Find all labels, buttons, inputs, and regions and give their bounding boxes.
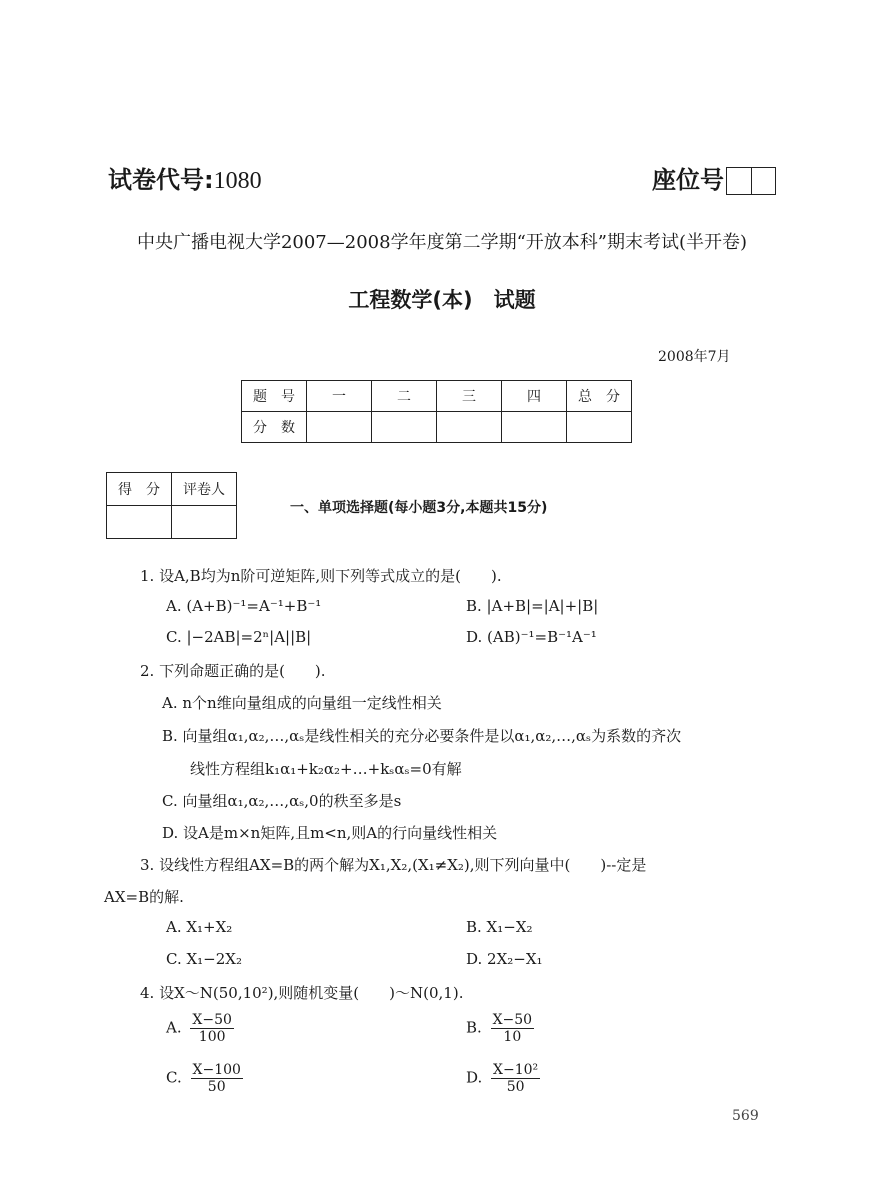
q2-option-a: A. n个n维向量组成的向量组一定线性相关 xyxy=(162,694,442,712)
q3-stem-line1: 3. 设线性方程组AX=B的两个解为X₁,X₂,(X₁≠X₂),则下列向量中( )--定是 xyxy=(140,856,647,874)
seat-label: 座位号 xyxy=(652,166,724,194)
score-cell: 四 xyxy=(502,381,567,412)
q1-stem: 1. 设A,B均为n阶可逆矩阵,则下列等式成立的是( ). xyxy=(140,567,502,585)
score-cell-empty xyxy=(502,412,567,443)
score-cell-empty xyxy=(307,412,372,443)
exam-subtitle: 中央广播电视大学2007—2008学年度第二学期“开放本科”期末考试(半开卷) xyxy=(136,232,748,253)
q4-option-d-label: D. xyxy=(466,1068,483,1087)
q4-option-c xyxy=(166,1062,243,1095)
score-cell: 二 xyxy=(372,381,437,412)
score-table-score-row xyxy=(242,412,632,443)
grader-table xyxy=(106,472,237,539)
q4-option-c-fraction xyxy=(191,1062,243,1095)
grader-cell: 评卷人 xyxy=(172,473,237,506)
exam-code-number: 1080 xyxy=(213,168,262,194)
q1-option-c: C. |−2AB|=2ⁿ|A||B| xyxy=(166,628,312,646)
q4-option-b-label: B. xyxy=(466,1018,482,1037)
exam-code-label: 试卷代号: xyxy=(108,166,214,194)
score-cell: 三 xyxy=(437,381,502,412)
score-cell: 题 号 xyxy=(242,381,307,412)
q3-stem-line2: AX=B的解. xyxy=(104,888,184,906)
q4-option-d-fraction xyxy=(491,1062,540,1095)
score-cell: 总 分 xyxy=(567,381,632,412)
q4-option-a-numerator: X−50 xyxy=(192,1012,232,1028)
q4-option-c-numerator: X−100 xyxy=(192,1062,241,1078)
q4-option-a xyxy=(166,1012,234,1045)
q4-option-d-numerator: X−10² xyxy=(493,1062,539,1078)
score-cell-empty xyxy=(437,412,502,443)
exam-date: 2008年7月 xyxy=(658,349,731,365)
q3-option-c: C. X₁−2X₂ xyxy=(166,950,242,968)
q1-option-d: D. (AB)⁻¹=B⁻¹A⁻¹ xyxy=(466,628,597,646)
q3-option-d: D. 2X₂−X₁ xyxy=(466,950,543,968)
q2-option-d: D. 设A是m×n矩阵,且m<n,则A的行向量线性相关 xyxy=(162,824,498,842)
q4-option-a-label: A. xyxy=(166,1018,182,1037)
q2-option-c: C. 向量组α₁,α₂,…,αₛ,0的秩至多是s xyxy=(162,792,402,810)
q2-stem: 2. 下列命题正确的是( ). xyxy=(140,662,326,680)
q4-option-a-fraction xyxy=(190,1012,234,1045)
q4-option-b-fraction xyxy=(491,1012,535,1045)
section-heading: 一、单项选择题(每小题3分,本题共15分) xyxy=(290,500,548,516)
q1-option-a: A. (A+B)⁻¹=A⁻¹+B⁻¹ xyxy=(166,597,322,615)
score-cell: 一 xyxy=(307,381,372,412)
exam-title: 工程数学(本) 试题 xyxy=(348,288,536,312)
q3-option-b: B. X₁−X₂ xyxy=(466,918,533,936)
score-cell: 分 数 xyxy=(242,412,307,443)
q4-option-d-denominator: 50 xyxy=(506,1079,525,1095)
q4-option-b-denominator: 10 xyxy=(503,1029,522,1045)
seat-number xyxy=(652,160,776,195)
grader-cell-empty xyxy=(107,506,172,539)
score-cell-empty xyxy=(372,412,437,443)
q3-option-a: A. X₁+X₂ xyxy=(166,918,233,936)
score-table xyxy=(241,380,632,443)
q4-option-c-label: C. xyxy=(166,1068,182,1087)
q2-option-b-line2: 线性方程组k₁α₁+k₂α₂+…+kₛαₛ=0有解 xyxy=(190,760,462,778)
grader-cell: 得 分 xyxy=(107,473,172,506)
q4-stem: 4. 设X～N(50,10²),则随机变量( )～N(0,1). xyxy=(140,984,464,1002)
q4-option-a-denominator: 100 xyxy=(198,1029,226,1045)
exam-code xyxy=(108,160,262,195)
score-table-header-row xyxy=(242,381,632,412)
q4-option-b xyxy=(466,1012,534,1045)
q4-option-c-denominator: 50 xyxy=(207,1079,226,1095)
q4-option-b-numerator: X−50 xyxy=(492,1012,533,1028)
q2-option-b-line1: B. 向量组α₁,α₂,…,αₛ是线性相关的充分必要条件是以α₁,α₂,…,αₛ为系数的齐次 xyxy=(162,727,682,745)
grader-cell-empty xyxy=(172,506,237,539)
q4-option-d xyxy=(466,1062,540,1095)
page-number: 569 xyxy=(732,1108,759,1124)
q1-option-b: B. |A+B|=|A|+|B| xyxy=(466,597,599,615)
seat-box xyxy=(726,167,776,195)
score-cell-empty xyxy=(567,412,632,443)
